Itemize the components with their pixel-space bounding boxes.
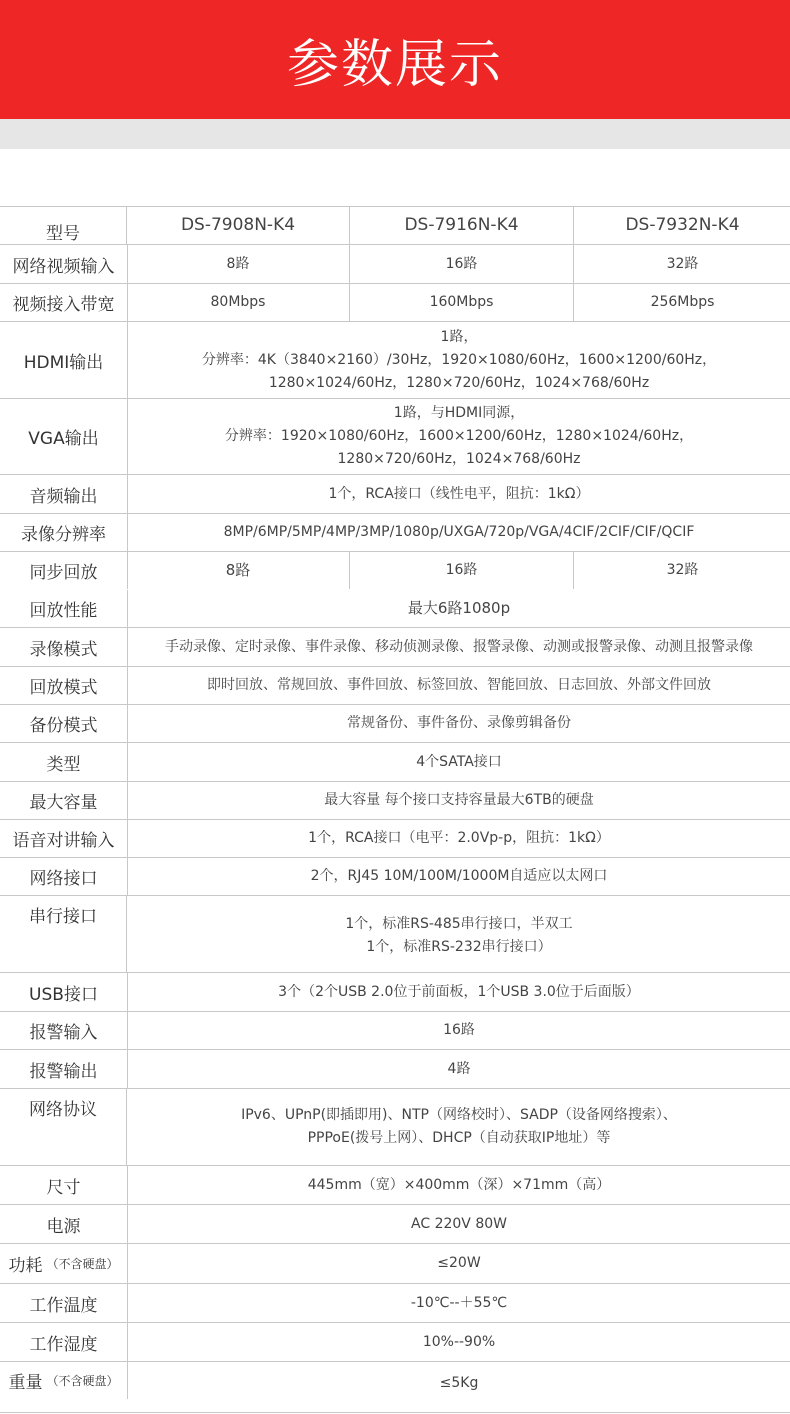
table-row bbox=[0, 628, 790, 667]
row-label: 录像模式 bbox=[0, 628, 128, 666]
table-row bbox=[0, 782, 790, 820]
table-row bbox=[0, 1089, 790, 1166]
value-cell bbox=[128, 322, 790, 398]
row-label: 工作温度 bbox=[0, 1284, 128, 1322]
value-cell: 常规备份、事件备份、录像剪辑备份 bbox=[347, 715, 571, 731]
value-cell: 3个（2个USB 2.0位于前面板，1个USB 3.0位于后面版） bbox=[278, 983, 640, 1000]
table-row bbox=[0, 1244, 790, 1284]
value-cell: 80Mbps bbox=[210, 294, 266, 310]
row-label: 视频接入带宽 bbox=[0, 284, 128, 321]
table-row bbox=[0, 245, 790, 284]
value-cell: 445mm（宽）×400mm（深）×71mm（高） bbox=[307, 1176, 611, 1193]
row-label: VGA输出 bbox=[0, 399, 128, 474]
row-label: 型号 bbox=[0, 206, 127, 244]
value-cell: 即时回放、常规回放、事件回放、标签回放、智能回放、日志回放、外部文件回放 bbox=[207, 677, 711, 693]
value-cell: 16路 bbox=[349, 552, 573, 589]
row-label: 回放性能 bbox=[0, 590, 128, 627]
row-label: USB接口 bbox=[0, 973, 128, 1011]
label-text: 功耗 bbox=[8, 1256, 43, 1276]
table-row bbox=[0, 284, 790, 322]
value-cell: 最大6路1080p bbox=[407, 599, 511, 617]
value-cell: 8MP/6MP/5MP/4MP/3MP/1080p/UXGA/720p/VGA/4CIF/2CIF/CIF/QCIF bbox=[223, 524, 695, 540]
row-label: 网络接口 bbox=[0, 858, 128, 895]
table-row bbox=[0, 322, 790, 399]
table-row bbox=[0, 858, 790, 896]
value-cell: 8路 bbox=[226, 255, 250, 272]
table-row bbox=[0, 1362, 790, 1399]
table-row bbox=[0, 1205, 790, 1244]
page-title: 参数展示 bbox=[286, 35, 503, 95]
value-line: 1个，标准RS-232串行接口） bbox=[366, 939, 552, 955]
row-label: 音频输出 bbox=[0, 475, 128, 513]
table-row bbox=[0, 1166, 790, 1205]
value-line: 1个，标准RS-485串行接口，半双工 bbox=[345, 916, 573, 932]
value-cell: 32路 bbox=[573, 552, 790, 589]
row-label: 类型 bbox=[0, 743, 128, 781]
table-row bbox=[0, 1284, 790, 1323]
value-cell: 2个，RJ45 10M/100M/1000M自适应以太网口 bbox=[310, 868, 608, 884]
model-cell: DS-7908N-K4 bbox=[180, 214, 296, 235]
table-row bbox=[0, 399, 790, 475]
value-cell: 16路 bbox=[349, 245, 573, 283]
row-label: 串行接口 bbox=[0, 896, 127, 972]
row-label: 网络视频输入 bbox=[0, 245, 128, 283]
value-line: 1路， bbox=[440, 328, 478, 345]
row-label: 同步回放 bbox=[0, 552, 128, 589]
table-row bbox=[0, 896, 790, 973]
value-cell: ≤20W bbox=[437, 1255, 481, 1271]
table-row bbox=[0, 1323, 790, 1362]
table-row bbox=[0, 590, 790, 628]
value-cell: 手动录像、定时录像、事件录像、移动侦测录像、报警录像、动测或报警录像、动测且报警录像 bbox=[165, 638, 753, 655]
row-label: 录像分辨率 bbox=[0, 514, 128, 551]
table-row bbox=[0, 552, 790, 589]
row-label bbox=[0, 1244, 128, 1283]
row-label: 最大容量 bbox=[0, 782, 128, 819]
model-cell: DS-7932N-K4 bbox=[573, 206, 790, 244]
value-cell: 256Mbps bbox=[573, 284, 790, 321]
value-cell: -10℃--＋55℃ bbox=[410, 1294, 508, 1311]
value-cell: 4个SATA接口 bbox=[416, 753, 502, 770]
value-line: IPv6、UPnP(即插即用)、NTP（网络校时）、SADP（设备网络搜索）、 bbox=[241, 1107, 677, 1123]
value-cell: ≤5Kg bbox=[439, 1375, 479, 1391]
value-cell: 4路 bbox=[447, 1060, 471, 1077]
value-cell bbox=[128, 399, 790, 474]
model-cell: DS-7916N-K4 bbox=[349, 206, 573, 244]
value-line: 1280×720/60Hz，1024×768/60Hz bbox=[337, 451, 581, 467]
row-label: 报警输入 bbox=[0, 1012, 128, 1049]
row-label: 备份模式 bbox=[0, 705, 128, 742]
label-note: （不含硬盘） bbox=[46, 1374, 119, 1388]
table-bottom-border bbox=[0, 1412, 790, 1413]
value-cell: 10%--90% bbox=[422, 1333, 496, 1350]
row-label: 报警输出 bbox=[0, 1050, 128, 1088]
label-note: （不含硬盘） bbox=[46, 1257, 119, 1271]
row-label: HDMI输出 bbox=[0, 322, 128, 398]
row-label: 电源 bbox=[0, 1205, 128, 1243]
table-row bbox=[0, 514, 790, 552]
value-line: 1路，与HDMI同源， bbox=[393, 405, 525, 421]
value-cell: 32路 bbox=[573, 245, 790, 283]
value-line: 1280×1024/60Hz，1280×720/60Hz，1024×768/60Hz bbox=[268, 374, 650, 391]
value-cell: 1个，RCA接口（线性电平，阻抗：1kΩ） bbox=[328, 485, 590, 502]
value-cell: 最大容量 每个接口支持容量最大6TB的硬盘 bbox=[324, 792, 594, 808]
value-cell: 1个，RCA接口（电平：2.0Vp-p，阻抗：1kΩ） bbox=[308, 830, 610, 846]
value-cell: AC 220V 80W bbox=[411, 1215, 507, 1232]
label-text: 重量 bbox=[8, 1373, 43, 1393]
row-label bbox=[0, 1362, 128, 1399]
table-row bbox=[0, 973, 790, 1012]
value-cell bbox=[128, 896, 790, 972]
table-row bbox=[0, 667, 790, 705]
value-cell: 160Mbps bbox=[349, 284, 573, 321]
row-label: 网络协议 bbox=[0, 1089, 127, 1165]
table-row bbox=[0, 1012, 790, 1050]
divider-bar bbox=[0, 119, 790, 149]
row-label: 语音对讲输入 bbox=[0, 820, 128, 857]
table-row bbox=[0, 475, 790, 514]
row-label: 回放模式 bbox=[0, 667, 128, 704]
row-label: 工作湿度 bbox=[0, 1323, 128, 1361]
value-line: 分辨率：4K（3840×2160）/30Hz，1920×1080/60Hz，1600×1200/60Hz， bbox=[201, 351, 717, 368]
value-cell bbox=[128, 1089, 790, 1165]
table-row bbox=[0, 1050, 790, 1089]
value-cell: 8路 bbox=[225, 561, 251, 579]
value-cell: 16路 bbox=[443, 1022, 475, 1038]
table-row bbox=[0, 820, 790, 858]
table-row bbox=[0, 743, 790, 782]
row-label: 尺寸 bbox=[0, 1166, 128, 1204]
value-line: 分辨率：1920×1080/60Hz，1600×1200/60Hz，1280×1024/60Hz， bbox=[224, 428, 694, 444]
header-banner bbox=[0, 0, 790, 119]
table-row bbox=[0, 705, 790, 743]
table-row-model bbox=[0, 206, 790, 245]
value-line: PPPoE(拨号上网）、DHCP（自动获取IP地址）等 bbox=[307, 1130, 611, 1146]
